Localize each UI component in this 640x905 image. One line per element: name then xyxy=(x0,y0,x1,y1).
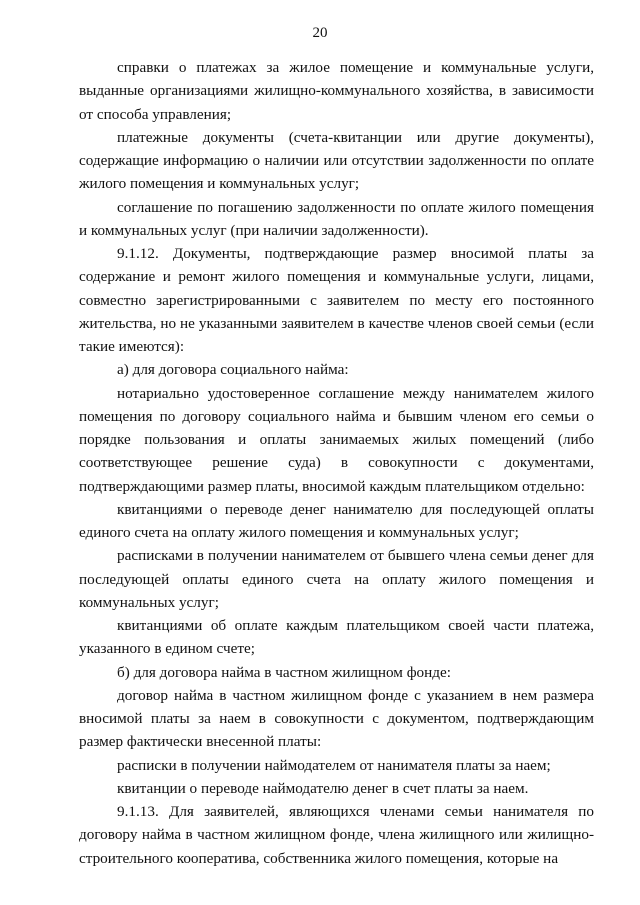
paragraph-payment-certificates: справки о платежах за жилое помещение и коммунальные услуги, выданные организациями жилищно-коммунального хозяйства, в зависимости от способа управления; xyxy=(79,59,594,123)
paragraph-social-lease-heading: а) для договора социального найма: xyxy=(117,361,349,379)
paragraph-money-receipts: расписками в получении нанимателем от бывшего члена семьи денег для последующей оплаты единого счета на оплату жилого помещения и коммунальных услуг; xyxy=(79,547,594,611)
paragraph-private-lease-heading: б) для договора найма в частном жилищном фонде: xyxy=(117,663,451,681)
paragraph-debt-agreement: соглашение по погашению задолженности по оплате жилого помещения и коммунальных услуг (при наличии задолженности). xyxy=(79,198,594,239)
paragraph-notarized-agreement: нотариально удостоверенное соглашение между нанимателем жилого помещения по договору социального найма и бывшим членом его семьи о порядке пользования и оплаты занимаемых жилых помещений (либо соответствующее решение суда) в совокупности с документами, подтверждающими размер платы, вносимой каждым плательщиком отдельно: xyxy=(79,384,594,495)
paragraph-landlord-transfer: квитанции о переводе наймодателю денег в счет платы за наем. xyxy=(117,779,529,797)
paragraph-transfer-receipts: квитанциями о переводе денег нанимателю для последующей оплаты единого счета на оплату жилого помещения и коммунальных услуг; xyxy=(79,500,594,541)
paragraph-clause-9-1-12: 9.1.12. Документы, подтверждающие размер вносимой платы за содержание и ремонт жилого помещения и коммунальные услуги, лицами, совместно зарегистрированными с заявителем по месту его постоянного жительства, но не указанными заявителем в качестве членов своей семьи (если такие имеются): xyxy=(79,245,594,355)
paragraph-payment-documents: платежные документы (счета-квитанции или другие документы), содержащие информацию о наличии или отсутствии задолженности по оплате жилого помещения и коммунальных услуг; xyxy=(79,128,594,193)
page-number: 20 xyxy=(312,25,328,41)
paragraph-private-lease-contract: договор найма в частном жилищном фонде с указанием в нем размера вносимой платы за наем в совокупности с документом, подтверждающим размер фактически внесенной платы: xyxy=(79,686,594,751)
paragraph-clause-9-1-13: 9.1.13. Для заявителей, являющихся членами семьи нанимателя по договору найма в частном жилищном фонде, члена жилищного или жилищно-строительного кооператива, собственника жилого помещения, которые на xyxy=(79,803,594,867)
paragraph-payer-receipts: квитанциями об оплате каждым плательщиком своей части платежа, указанного в едином счете; xyxy=(79,617,594,658)
paragraph-landlord-receipts: расписки в получении наймодателем от нанимателя платы за наем; xyxy=(117,756,551,774)
document-body xyxy=(79,56,594,870)
